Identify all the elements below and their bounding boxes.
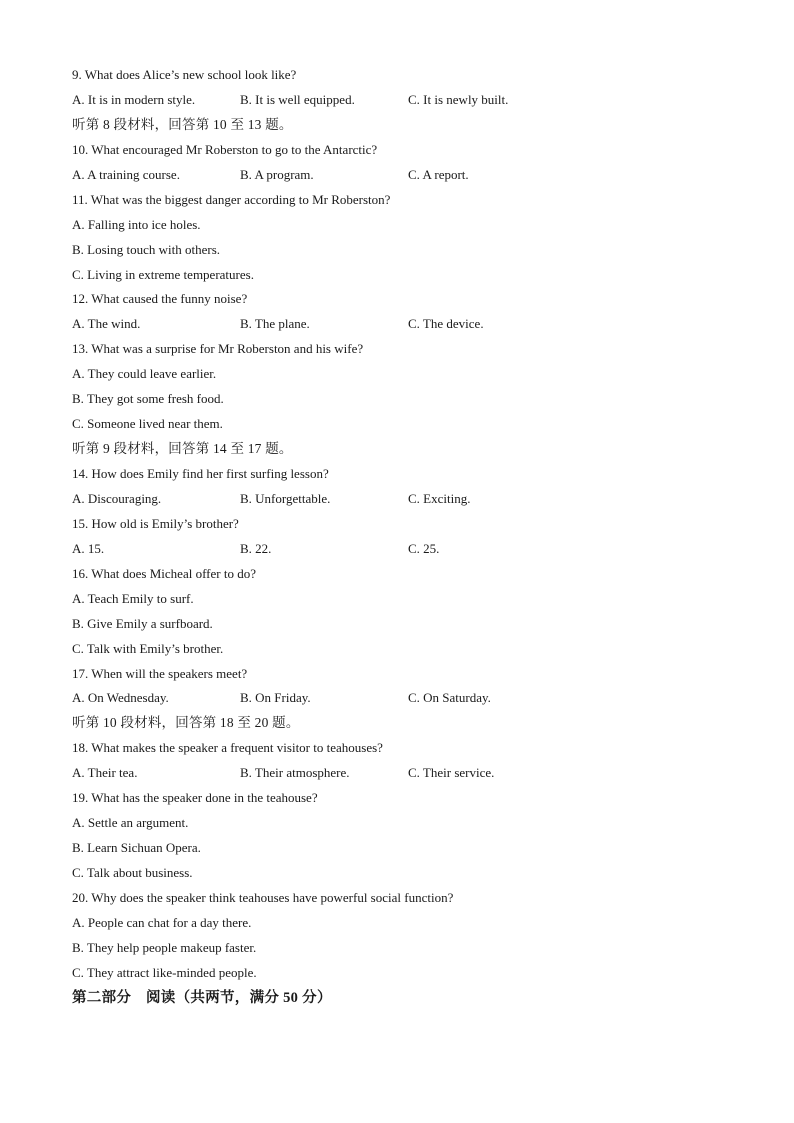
answer-option: B. It is well equipped. [240,91,355,107]
answer-option: A. It is in modern style. [72,91,196,107]
answer-option: B. They got some fresh food. [72,391,224,407]
answer-option: A. Their tea. [72,765,138,781]
question-text: 13. What was a surprise for Mr Roberston and his wife? [72,341,364,357]
answer-option: A. They could leave earlier. [72,366,217,382]
answer-option: B. Losing touch with others. [72,241,221,257]
option-row [72,537,732,562]
answer-option: C. On Saturday. [408,690,491,706]
answer-option: C. A report. [408,166,469,182]
answer-option: A. Teach Emily to surf. [72,590,194,606]
answer-option: B. Learn Sichuan Opera. [72,840,201,856]
answer-option: A. The wind. [72,316,141,332]
question-text: 9. What does Alice’s new school look like? [72,67,297,82]
answer-option: C. Someone lived near them. [72,416,223,432]
part-heading: 第二部分 阅读（共两节，满分 50 分） [72,989,332,1006]
question-text: 11. What was the biggest danger according to Mr Roberston? [72,191,391,207]
answer-option: A. On Wednesday. [72,690,169,706]
answer-option: B. On Friday. [240,690,311,706]
question-text: 19. What has the speaker done in the teahouse? [72,790,318,806]
section-instruction: 听第 10 段材料，回答第 18 至 20 题。 [72,715,300,731]
question-text: 12. What caused the funny noise? [72,291,248,307]
answer-option: B. The plane. [240,316,310,332]
answer-option: C. Exciting. [408,490,471,506]
question-text: 20. Why does the speaker think teahouses have powerful social function? [72,889,454,905]
answer-option: B. Unforgettable. [240,490,331,506]
answer-option: B. They help people makeup faster. [72,939,257,955]
question-text: 17. When will the speakers meet? [72,665,248,681]
section-instruction: 听第 8 段材料，回答第 10 至 13 题。 [72,116,293,132]
question-text: 16. What does Micheal offer to do? [72,565,256,581]
question-text: 14. How does Emily find her first surfing lesson? [72,466,329,481]
option-row [72,88,732,113]
answer-option: C. Talk with Emily’s brother. [72,640,224,656]
answer-option: B. 22. [240,540,272,556]
answer-option: A. Falling into ice holes. [72,216,201,232]
answer-option: C. It is newly built. [408,91,509,107]
answer-option: A. People can chat for a day there. [72,914,252,930]
option-row [72,686,732,711]
answer-option: C. Talk about business. [72,865,193,880]
question-text: 18. What makes the speaker a frequent visitor to teahouses? [72,740,383,756]
answer-option: A. A training course. [72,166,180,182]
exam-page [72,63,732,1011]
option-row [72,312,732,337]
option-row [72,487,732,512]
section-instruction: 听第 9 段材料，回答第 14 至 17 题。 [72,441,293,457]
answer-option: A. Discouraging. [72,490,162,506]
answer-option: C. Their service. [408,765,495,781]
answer-option: C. 25. [408,540,440,556]
question-text: 10. What encouraged Mr Roberston to go to the Antarctic? [72,141,378,157]
answer-option: C. Living in extreme temperatures. [72,266,254,282]
answer-option: A. Settle an argument. [72,815,189,831]
answer-option: C. The device. [408,316,484,332]
question-text: 15. How old is Emily’s brother? [72,515,239,531]
answer-option: C. They attract like-minded people. [72,964,257,980]
answer-option: B. Give Emily a surfboard. [72,615,213,631]
option-row [72,761,732,786]
answer-option: A. 15. [72,540,105,556]
answer-option: B. A program. [240,166,314,182]
option-row [72,163,732,188]
answer-option: B. Their atmosphere. [240,765,350,781]
